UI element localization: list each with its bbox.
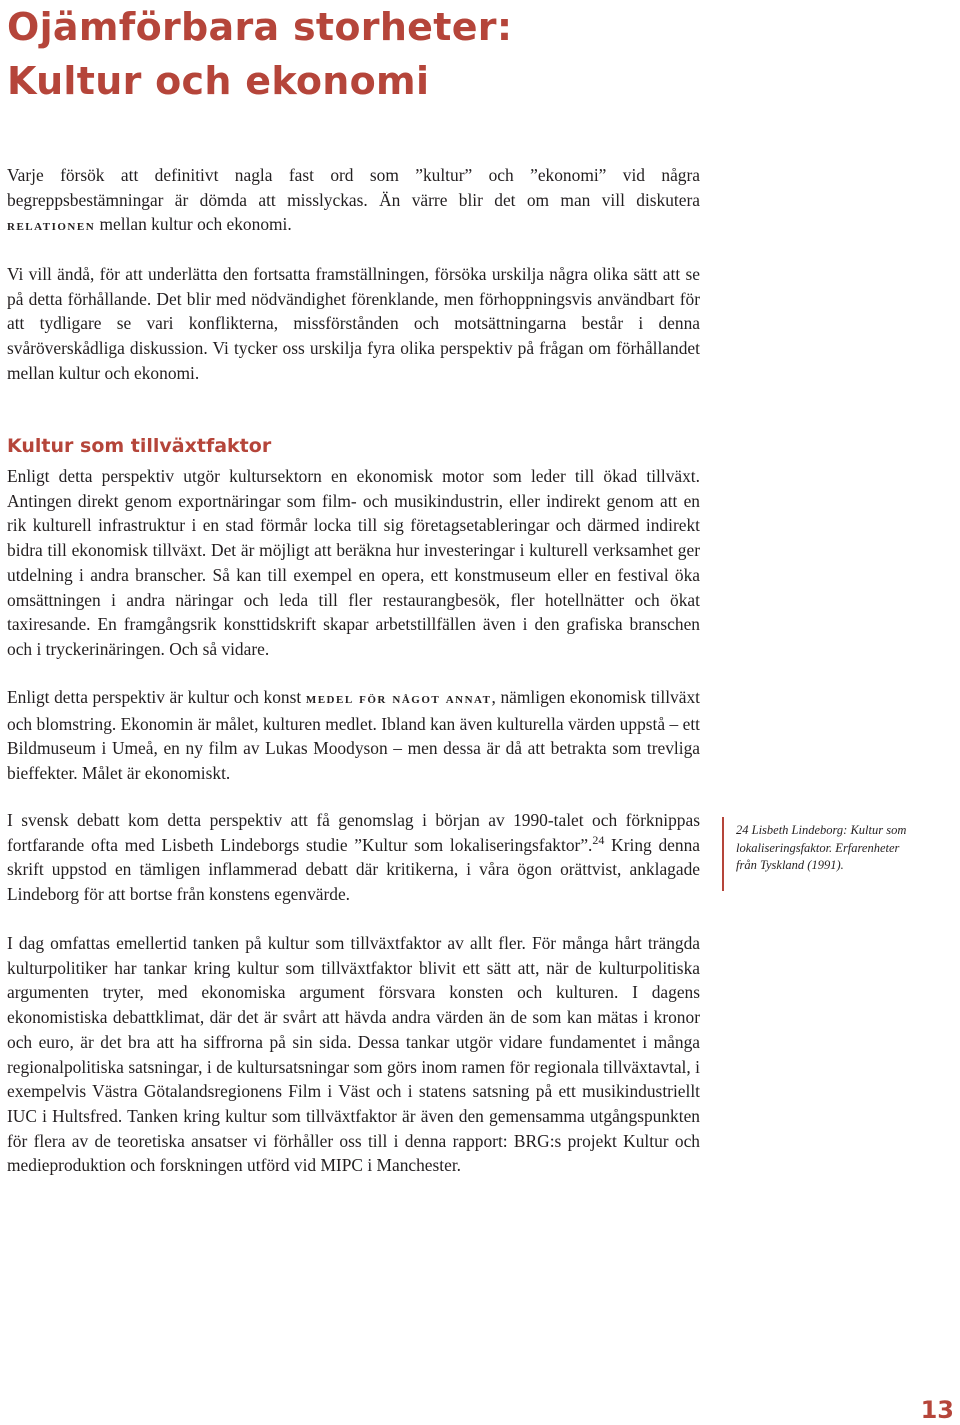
section-paragraph-2 [7, 685, 700, 786]
page-number: 13 [920, 1396, 954, 1424]
title-line-1: Ojämförbara storheter: [7, 5, 513, 49]
intro-paragraph-2: Vi vill ändå, för att underlätta den fortsatta framställningen, försöka urskilja några olika sätt att se på detta förhållande. Det blir med nödvändighet förenklande, men förhoppningsvis användbart för att tydligare se vari konflikterna, missförstånden och motsättningarna består i denna svåröverskådliga diskussion. Vi tycker oss urskilja fyra olika perspektiv på frågan om förhållandet mellan kultur och ekonomi. [7, 264, 700, 383]
title-line-2: Kultur och ekonomi [7, 59, 430, 103]
section-heading: Kultur som tillväxtfaktor [7, 435, 272, 457]
section-paragraph-3 [7, 808, 700, 907]
page-title [7, 0, 512, 108]
sidenote: 24 Lisbeth Lindeborg: Kultur som lokaliseringsfaktor. Erfarenheter från Tyskland (1991). [722, 817, 922, 891]
intro-p1-text-a: Varje försök att definitivt nagla fast ord som ”kultur” och ”ekonomi” vid några begreppsbestämningar är dömda att misslyckas. Än värre blir det om man vill diskutera [7, 165, 700, 210]
section-p2-text-a: Enligt detta perspektiv är kultur och konst [7, 687, 306, 707]
section-p2-text-b: , nämligen ekonomisk tillväxt och blomstring. Ekonomin är målet, kulturen medlet. Ibland kan även kulturella värden uppstå – ett Bildmuseum i Umeå, en ny film av Lukas Moodyson – men dessa är då att betrakta som trevliga bieffekter. Målet är ekonomiskt. [7, 687, 700, 784]
section-p3-text-a: I svensk debatt kom detta perspektiv att få genomslag i början av 1990-talet och förknippas fortfarande ofta med Lisbeth Lindeborgs studie ”Kultur som lokaliseringsfaktor”. [7, 810, 700, 855]
section-paragraph-1: Enligt detta perspektiv utgör kultursektorn en ekonomisk motor som leder till ökad tillväxt. Antingen direkt genom exportnäringar som film- och musikindustrin, eller indirekt genom att en rik kulturell infrastruktur i en stad förmår locka till sig företagsetableringar och därmed indirekt bidra till ekonomisk tillväxt. Det är möjligt att beräkna hur investeringar i kulturell verksamhet ger utdelning i andra branscher. Så kan till exempel en opera, ett konstmuseum eller en festival öka omsättningen i andra näringar och leda till fler restaurangbesök, fler hotellnätter och ökat taxiresande. En framgångsrik konsttidskrift skapar arbetstillfällen även i den grafiska branschen och i tryckerinäringen. Och så vidare. [7, 466, 700, 659]
section-p3-text-b: Kring denna skrift uppstod en tämligen inflammerad debatt där kritikerna, i våra ögon orättvist, anklagade Lindeborg för att bortse från konstens egenvärde. [7, 834, 700, 905]
footnote-reference: 24 [592, 832, 605, 847]
section-p2-smallcaps: medel för något annat [305, 691, 492, 707]
intro-p1-text-b: mellan kultur och ekonomi. [95, 214, 292, 235]
section-paragraph-4: I dag omfattas emellertid tanken på kultur som tillväxtfaktor av allt fler. För många hårt trängda kulturpolitiker har tankar kring kultur som tillväxtfaktor blivit ett sätt att, när de kulturpolitiska argumenten tryter, med ekonomiska argument försvara konsten och kulturen. I dagens ekonomistiska debattklimat, där det är svårt att hävda andra värden än de som kan mätas i kronor och euro, är det bra att ha siffrorna på sin sida. Dessa tankar utgör vidare fundamentet i många regionalpolitiska satsningar, i de kultursatsningar som görs inom ramen för regionala tillväxtavtal, i exempelvis Västra Götalandsregionens Film i Väst och i statens satsning på ett musikindustriellt IUC i Hultsfred. Tanken kring kultur som tillväxtfaktor är även den gemensamma utgångspunkten för flera av de teoretiska ansatser vi förhåller oss till i denna rapport: BRG:s projekt Kultur och medieproduktion och forskningen utförd vid MIPC i Manchester. [7, 933, 700, 1176]
intro-paragraph-1 [7, 163, 700, 239]
intro-p1-smallcaps: relationen [7, 218, 96, 235]
